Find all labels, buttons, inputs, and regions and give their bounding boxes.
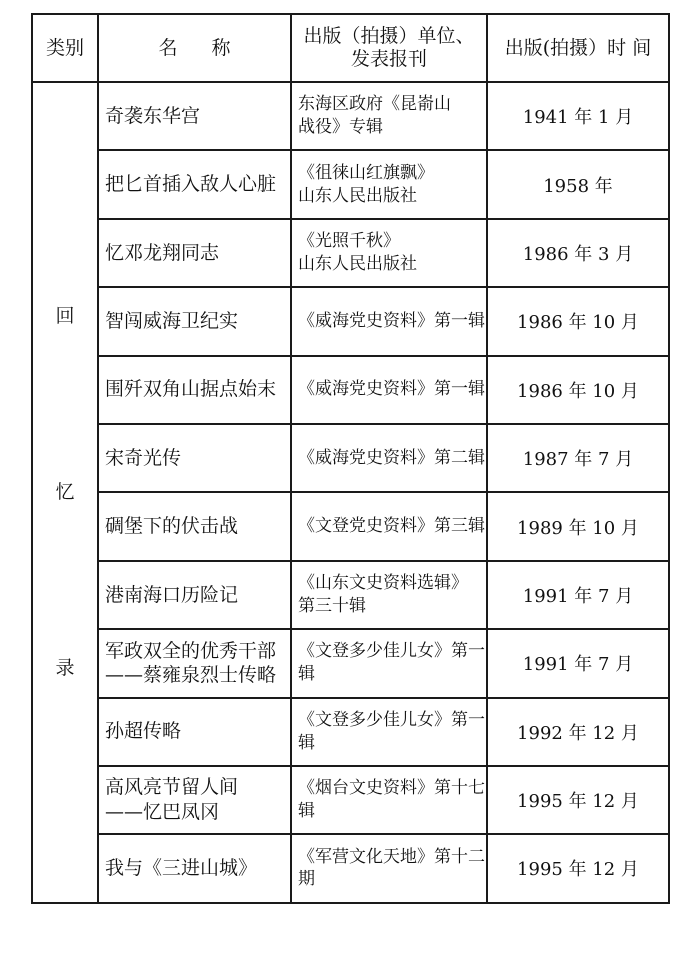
cell-publisher: 《威海党史资料》第二辑 bbox=[291, 424, 487, 492]
header-name: 名称 bbox=[98, 14, 291, 82]
cell-title: 奇袭东华宫 bbox=[98, 82, 291, 150]
table-row bbox=[32, 561, 669, 629]
cell-publisher: 《烟台文史资料》第十七辑 bbox=[291, 766, 487, 834]
header-category: 类别 bbox=[32, 14, 98, 82]
cell-date: 1986 年 10 月 bbox=[487, 287, 669, 355]
cell-title: 孙超传略 bbox=[98, 698, 291, 766]
cell-date: 1995 年 12 月 bbox=[487, 834, 669, 902]
table-row bbox=[32, 82, 669, 150]
table-row bbox=[32, 150, 669, 218]
table-row bbox=[32, 698, 669, 766]
cell-publisher: 《文登党史资料》第三辑 bbox=[291, 492, 487, 560]
cell-title: 军政双全的优秀干部 ——蔡雍泉烈士传略 bbox=[98, 629, 291, 697]
table-body bbox=[32, 82, 669, 903]
table-row bbox=[32, 492, 669, 560]
table-row bbox=[32, 629, 669, 697]
cell-title: 把匕首插入敌人心脏 bbox=[98, 150, 291, 218]
cell-title: 围歼双角山据点始末 bbox=[98, 356, 291, 424]
cell-title: 宋奇光传 bbox=[98, 424, 291, 492]
cell-date: 1986 年 10 月 bbox=[487, 356, 669, 424]
cell-date: 1989 年 10 月 bbox=[487, 492, 669, 560]
cell-publisher: 《文登多少佳儿女》第一辑 bbox=[291, 698, 487, 766]
table-row bbox=[32, 356, 669, 424]
cell-date: 1992 年 12 月 bbox=[487, 698, 669, 766]
category-cell bbox=[32, 82, 98, 903]
cell-date: 1995 年 12 月 bbox=[487, 766, 669, 834]
table-row bbox=[32, 766, 669, 834]
table-row bbox=[32, 834, 669, 902]
cell-publisher: 《徂徕山红旗飘》 山东人民出版社 bbox=[291, 150, 487, 218]
category-char: 忆 bbox=[55, 481, 75, 504]
cell-title: 碉堡下的伏击战 bbox=[98, 492, 291, 560]
table-row bbox=[32, 287, 669, 355]
cell-date: 1986 年 3 月 bbox=[487, 219, 669, 287]
cell-title: 智闯威海卫纪实 bbox=[98, 287, 291, 355]
cell-title: 忆邓龙翔同志 bbox=[98, 219, 291, 287]
table-row bbox=[32, 424, 669, 492]
cell-publisher: 《军营文化天地》第十二期 bbox=[291, 834, 487, 902]
records-table bbox=[31, 13, 670, 904]
cell-date: 1991 年 7 月 bbox=[487, 561, 669, 629]
cell-publisher: 《威海党史资料》第一辑 bbox=[291, 287, 487, 355]
cell-publisher: 《山东文史资料选辑》 第三十辑 bbox=[291, 561, 487, 629]
cell-date: 1958 年 bbox=[487, 150, 669, 218]
cell-publisher: 《文登多少佳儿女》第一辑 bbox=[291, 629, 487, 697]
cell-date: 1941 年 1 月 bbox=[487, 82, 669, 150]
cell-date: 1987 年 7 月 bbox=[487, 424, 669, 492]
category-char: 回 bbox=[55, 305, 75, 328]
category-char: 录 bbox=[55, 657, 75, 680]
cell-title: 高风亮节留人间 ——忆巴凤冈 bbox=[98, 766, 291, 834]
cell-publisher: 《威海党史资料》第一辑 bbox=[291, 356, 487, 424]
header-date: 出版(拍摄）时 间 bbox=[487, 14, 669, 82]
cell-date: 1991 年 7 月 bbox=[487, 629, 669, 697]
cell-publisher: 东海区政府《昆嵛山 战役》专辑 bbox=[291, 82, 487, 150]
cell-title: 港南海口历险记 bbox=[98, 561, 291, 629]
table-header-row bbox=[32, 14, 669, 82]
table-row bbox=[32, 219, 669, 287]
header-publisher: 出版（拍摄）单位、 发表报刊 bbox=[291, 14, 487, 82]
cell-title: 我与《三进山城》 bbox=[98, 834, 291, 902]
category-label bbox=[54, 302, 76, 682]
cell-publisher: 《光照千秋》 山东人民出版社 bbox=[291, 219, 487, 287]
